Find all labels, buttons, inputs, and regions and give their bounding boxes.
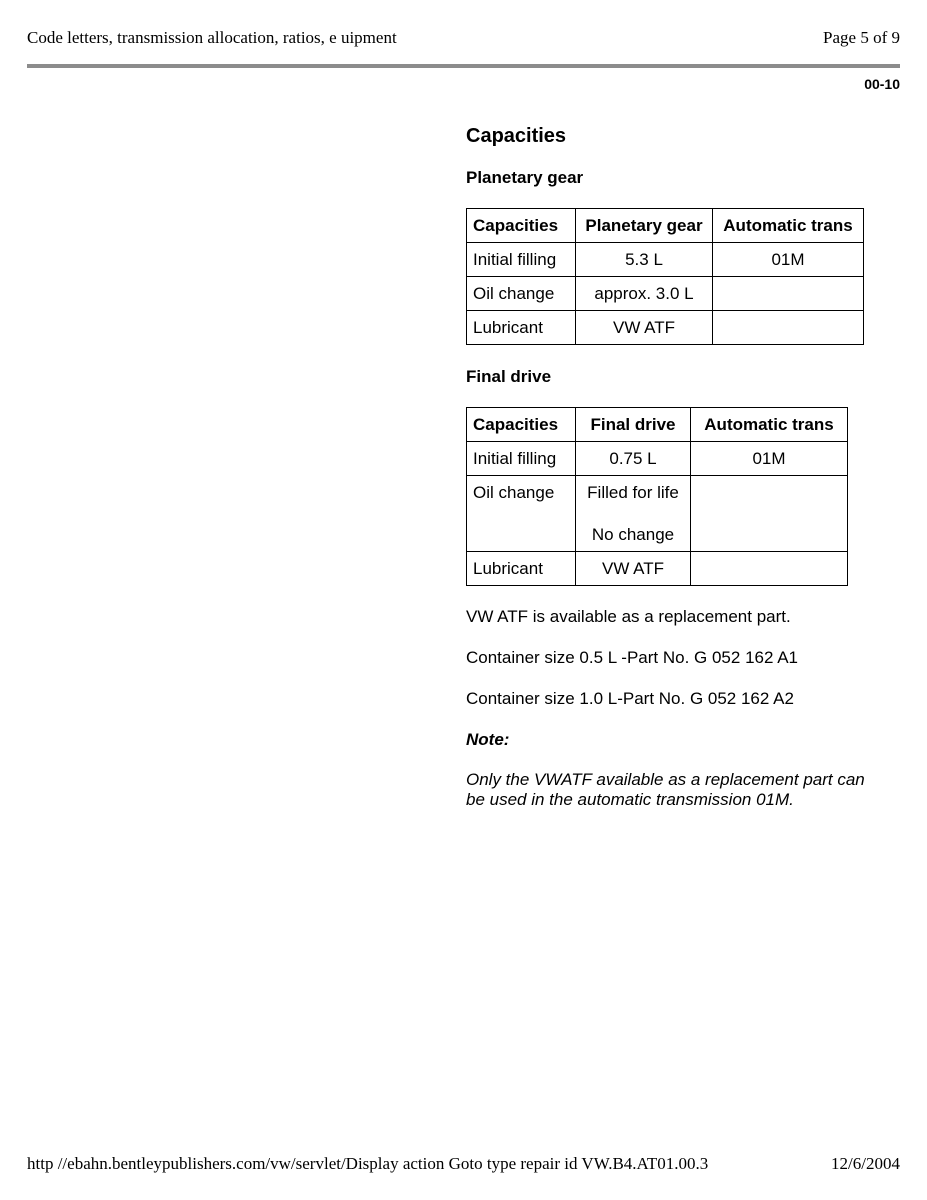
footer-date: 12/6/2004: [831, 1154, 900, 1173]
table-row: [467, 442, 848, 476]
section-title: Capacities: [466, 125, 567, 147]
table-cell: Oil change: [467, 277, 576, 311]
column-header: Automatic trans: [691, 408, 848, 442]
planetary-gear-table: [466, 208, 864, 345]
footer-url: http //ebahn.bentleypublishers.com/vw/servlet/Display action Goto type repair id VW.B4.AT01.00.3: [27, 1154, 709, 1173]
table-cell: [576, 476, 691, 552]
table-row: [467, 243, 864, 277]
table-cell: 5.3 L: [576, 243, 713, 277]
table-cell: Lubricant: [467, 311, 576, 345]
column-header: Final drive: [576, 408, 691, 442]
table-cell: [713, 277, 864, 311]
table-cell: 01M: [691, 442, 848, 476]
table-row: [467, 277, 864, 311]
table-cell: Lubricant: [467, 552, 576, 586]
main-content: [466, 124, 886, 810]
table-cell: [713, 311, 864, 345]
table-row: [467, 552, 848, 586]
table-row: [467, 476, 848, 552]
table-cell: VW ATF: [576, 311, 713, 345]
page-header-title: Code letters, transmission allocation, ratios, e uipment: [27, 28, 397, 47]
table-header-row: [467, 408, 848, 442]
table-cell: 01M: [713, 243, 864, 277]
planetary-gear-heading: Planetary gear: [466, 168, 584, 187]
table-cell: Initial filling: [467, 243, 576, 277]
final-drive-table: [466, 407, 848, 586]
table-header-row: [467, 209, 864, 243]
column-header: Automatic trans: [713, 209, 864, 243]
table-cell: VW ATF: [576, 552, 691, 586]
note-text: Only the VWATF available as a replacement part can be used in the automatic transmission 01M.: [466, 770, 865, 809]
table-row: [467, 311, 864, 345]
container-size-text: Container size 1.0 L-Part No. G 052 162 A2: [466, 689, 794, 708]
column-header: Planetary gear: [576, 209, 713, 243]
note-label: Note:: [466, 730, 510, 749]
table-cell: Oil change: [467, 476, 576, 552]
document-code: 00-10: [864, 76, 900, 92]
page-number: Page 5 of 9: [823, 28, 900, 47]
final-drive-heading: Final drive: [466, 367, 552, 386]
column-header: Capacities: [467, 408, 576, 442]
header-divider: [27, 64, 900, 68]
table-cell: Initial filling: [467, 442, 576, 476]
container-size-text: Container size 0.5 L -Part No. G 052 162 A1: [466, 648, 799, 667]
table-cell: 0.75 L: [576, 442, 691, 476]
oil-change-note: No change: [591, 525, 675, 544]
column-header: Capacities: [467, 209, 576, 243]
table-cell: [691, 552, 848, 586]
table-cell: approx. 3.0 L: [576, 277, 713, 311]
replacement-part-text: VW ATF is available as a replacement part.: [466, 607, 791, 626]
table-cell: [691, 476, 848, 552]
oil-change-value: Filled for life: [587, 483, 679, 502]
